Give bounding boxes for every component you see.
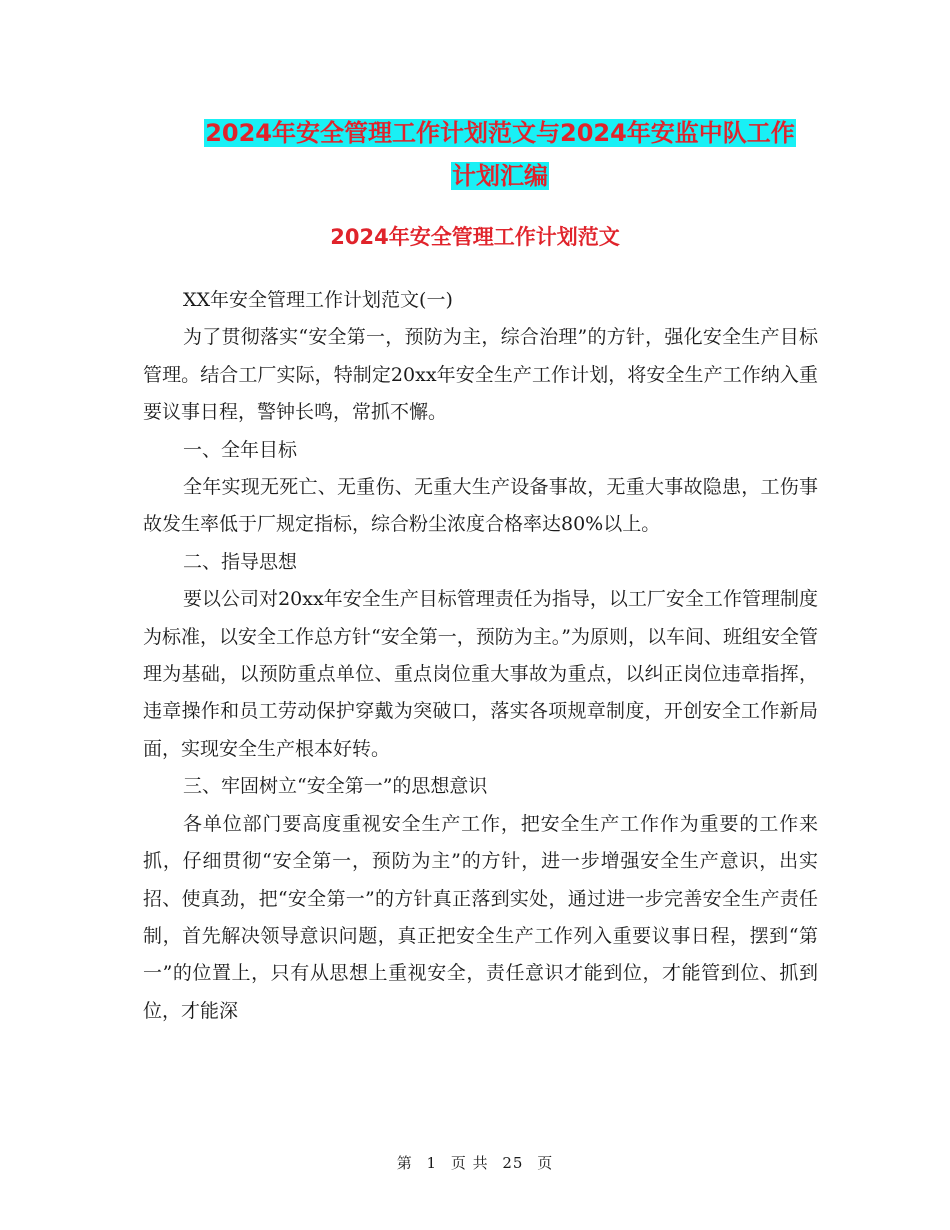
paragraph-heading: XX年安全管理工作计划范文(一) [183,289,453,311]
total-pages: 25 [502,1154,524,1172]
paragraph-body: 为了贯彻落实“安全第一，预防为主，综合治理”的方针，强化安全生产目标管理。结合工厂实际，特制定20xx年安全生产工作计划，将安全生产工作纳入重要议事日程，警钟长鸣，常抓不懈。 [143,326,818,424]
paragraph-body: 全年实现无死亡、无重伤、无重大生产设备事故，无重大事故隐患，工伤事故发生率低于厂规定指标，综合粉尘浓度合格率达80%以上。 [143,476,818,536]
document-title [120,112,880,198]
page-footer [0,1152,950,1173]
paragraph-heading: 二、指导思想 [183,550,298,573]
paragraph-body: 要以公司对20xx年安全生产目标管理责任为指导，以工厂安全工作管理制度为标准，以安全工作总方针“安全第一，预防为主。”为原则，以车间、班组安全管理为基础，以预防重点单位、重点岗位重大事故为重点，以纠正岗位违章指挥，违章操作和员工劳动保护穿戴为突破口，落实各项规章制度，开创安全工作新局面，实现安全生产根本好转。 [143,588,818,760]
footer-suffix: 页 [537,1154,554,1172]
page-number: 1 [426,1154,438,1172]
title-line-2: 计划汇编 [452,162,548,190]
paragraph-heading: 一、全年目标 [183,438,298,461]
paragraph-body: 各单位部门要高度重视安全生产工作，把安全生产工作作为重要的工作来抓，仔细贯彻“安全第一，预防为主”的方针，进一步增强安全生产意识，出实招、使真劲，把“安全第一”的方针真正落到实处，通过进一步完善安全生产责任制，首先解决领导意识问题，真正把安全生产工作列入重要议事日程，摆到“第一”的位置上，只有从思想上重视安全，责任意识才能到位，才能管到位、抓到位，才能深 [143,812,818,1022]
document-body [143,282,818,1030]
title-line-1: 2024年安全管理工作计划范文与2024年安监中队工作 [205,119,795,147]
paragraph-heading: 三、牢固树立“安全第一”的思想意识 [183,775,488,798]
section-title: 2024年安全管理工作计划范文 [330,225,620,249]
footer-mid: 页 共 [450,1154,489,1172]
footer-prefix: 第 [396,1154,413,1172]
